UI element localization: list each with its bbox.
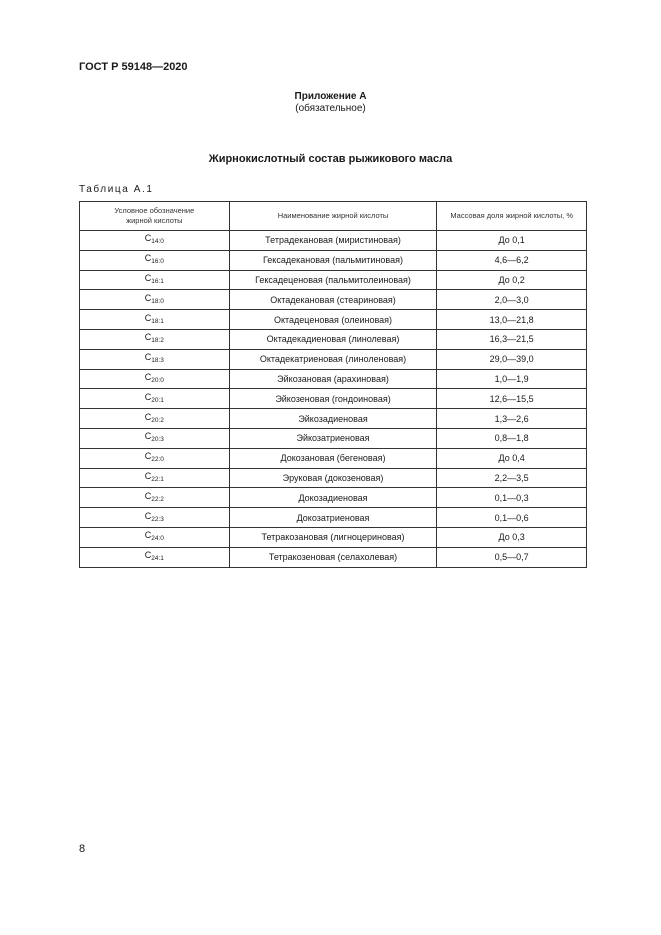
cell-name: Эруковая (докозеновая) (229, 468, 437, 488)
appendix-title: Приложение А (294, 91, 367, 102)
table-row (80, 547, 587, 567)
symbol-subscript: 18:3 (151, 357, 164, 365)
cell-fraction: 16,3—21,5 (437, 329, 587, 349)
table-row (80, 369, 587, 389)
symbol-subscript: 18:0 (151, 297, 164, 305)
symbol-subscript: 24:0 (151, 535, 164, 543)
symbol-subscript: 20:0 (151, 376, 164, 384)
page-number: 8 (79, 843, 86, 855)
symbol-letter: C (144, 451, 152, 462)
cell-name: Эйкозадиеновая (229, 409, 437, 429)
cell-name: Тетрадекановая (миристиновая) (229, 231, 437, 251)
symbol-letter: C (144, 332, 152, 343)
symbol-letter: C (144, 371, 152, 382)
cell-symbol (80, 290, 230, 310)
header-name: Наименование жирной кислоты (229, 202, 437, 231)
header-symbol-line2: жирной кислоты (126, 216, 183, 225)
cell-name: Эйкозатриеновая (229, 428, 437, 448)
symbol-subscript: 20:1 (151, 396, 164, 404)
symbol-letter: C (144, 411, 152, 422)
table-row (80, 310, 587, 330)
table-row (80, 448, 587, 468)
cell-symbol (80, 310, 230, 330)
cell-symbol (80, 409, 230, 429)
table-row (80, 527, 587, 547)
symbol-letter: C (144, 292, 152, 303)
symbol-subscript: 22:3 (151, 515, 164, 523)
cell-name: Гексадеценовая (пальмитолеиновая) (229, 270, 437, 290)
cell-fraction: 2,2—3,5 (437, 468, 587, 488)
symbol-letter: C (144, 550, 152, 561)
cell-fraction: 0,1—0,3 (437, 488, 587, 508)
table-row (80, 468, 587, 488)
cell-fraction: До 0,4 (437, 448, 587, 468)
symbol-subscript: 22:1 (151, 475, 164, 483)
cell-fraction: 29,0—39,0 (437, 349, 587, 369)
cell-name: Октадекадиеновая (линолевая) (229, 329, 437, 349)
table-row (80, 349, 587, 369)
symbol-subscript: 22:2 (151, 495, 164, 503)
cell-name: Эйкозеновая (гондоиновая) (229, 389, 437, 409)
cell-name: Октадекатриеновая (линоленовая) (229, 349, 437, 369)
table-row (80, 329, 587, 349)
cell-fraction: 0,5—0,7 (437, 547, 587, 567)
cell-name: Тетракозановая (лигноцериновая) (229, 527, 437, 547)
cell-symbol (80, 468, 230, 488)
symbol-letter: C (144, 470, 152, 481)
symbol-subscript: 20:2 (151, 416, 164, 424)
table-row (80, 508, 587, 528)
symbol-letter: C (144, 272, 152, 283)
appendix-heading (0, 91, 661, 115)
header-symbol (80, 202, 230, 231)
cell-fraction: 2,0—3,0 (437, 290, 587, 310)
cell-symbol (80, 389, 230, 409)
cell-name: Докозановая (бегеновая) (229, 448, 437, 468)
symbol-letter: C (144, 233, 152, 244)
cell-fraction: 1,3—2,6 (437, 409, 587, 429)
symbol-subscript: 14:0 (151, 238, 164, 246)
symbol-letter: C (144, 312, 152, 323)
cell-name: Докозатриеновая (229, 508, 437, 528)
symbol-letter: C (144, 253, 152, 264)
appendix-subtitle: (обязательное) (295, 103, 366, 114)
cell-symbol (80, 369, 230, 389)
cell-fraction: 4,6—6,2 (437, 250, 587, 270)
section-title: Жирнокислотный состав рыжикового масла (208, 153, 453, 165)
table-body (80, 231, 587, 568)
symbol-subscript: 20:3 (151, 436, 164, 444)
symbol-letter: C (144, 391, 152, 402)
cell-name: Эйкозановая (арахиновая) (229, 369, 437, 389)
cell-symbol (80, 508, 230, 528)
table-row (80, 270, 587, 290)
table-header-row (80, 202, 587, 231)
table-row (80, 231, 587, 251)
table-row (80, 409, 587, 429)
fatty-acid-table (79, 201, 587, 568)
header-fraction: Массовая доля жирной кислоты, % (437, 202, 587, 231)
symbol-letter: C (144, 530, 152, 541)
table-row (80, 389, 587, 409)
cell-symbol (80, 329, 230, 349)
symbol-subscript: 16:0 (151, 258, 164, 266)
cell-symbol (80, 349, 230, 369)
cell-symbol (80, 270, 230, 290)
symbol-subscript: 18:1 (151, 317, 164, 325)
document-code: ГОСТ Р 59148—2020 (79, 61, 188, 73)
symbol-subscript: 24:1 (151, 555, 164, 563)
cell-symbol (80, 448, 230, 468)
cell-name: Тетракозеновая (селахолевая) (229, 547, 437, 567)
cell-symbol (80, 231, 230, 251)
symbol-letter: C (144, 431, 152, 442)
table-row (80, 290, 587, 310)
symbol-letter: C (144, 510, 152, 521)
cell-fraction: 13,0—21,8 (437, 310, 587, 330)
symbol-letter: C (144, 352, 152, 363)
table-row (80, 250, 587, 270)
cell-fraction: До 0,2 (437, 270, 587, 290)
cell-fraction: 1,0—1,9 (437, 369, 587, 389)
cell-fraction: 0,1—0,6 (437, 508, 587, 528)
cell-fraction: 0,8—1,8 (437, 428, 587, 448)
table-row (80, 488, 587, 508)
cell-name: Октадекановая (стеариновая) (229, 290, 437, 310)
cell-symbol (80, 250, 230, 270)
cell-name: Октадеценовая (олеиновая) (229, 310, 437, 330)
table-row (80, 428, 587, 448)
header-symbol-line1: Условное обозначение (114, 206, 195, 215)
symbol-subscript: 16:1 (151, 277, 164, 285)
cell-symbol (80, 547, 230, 567)
cell-name: Гексадекановая (пальмитиновая) (229, 250, 437, 270)
cell-fraction: До 0,3 (437, 527, 587, 547)
cell-symbol (80, 488, 230, 508)
cell-name: Докозадиеновая (229, 488, 437, 508)
cell-fraction: До 0,1 (437, 231, 587, 251)
table-label: Таблица А.1 (79, 184, 154, 195)
cell-symbol (80, 428, 230, 448)
cell-fraction: 12,6—15,5 (437, 389, 587, 409)
symbol-subscript: 18:2 (151, 337, 164, 345)
cell-symbol (80, 527, 230, 547)
symbol-letter: C (144, 490, 152, 501)
symbol-subscript: 22:0 (151, 456, 164, 464)
